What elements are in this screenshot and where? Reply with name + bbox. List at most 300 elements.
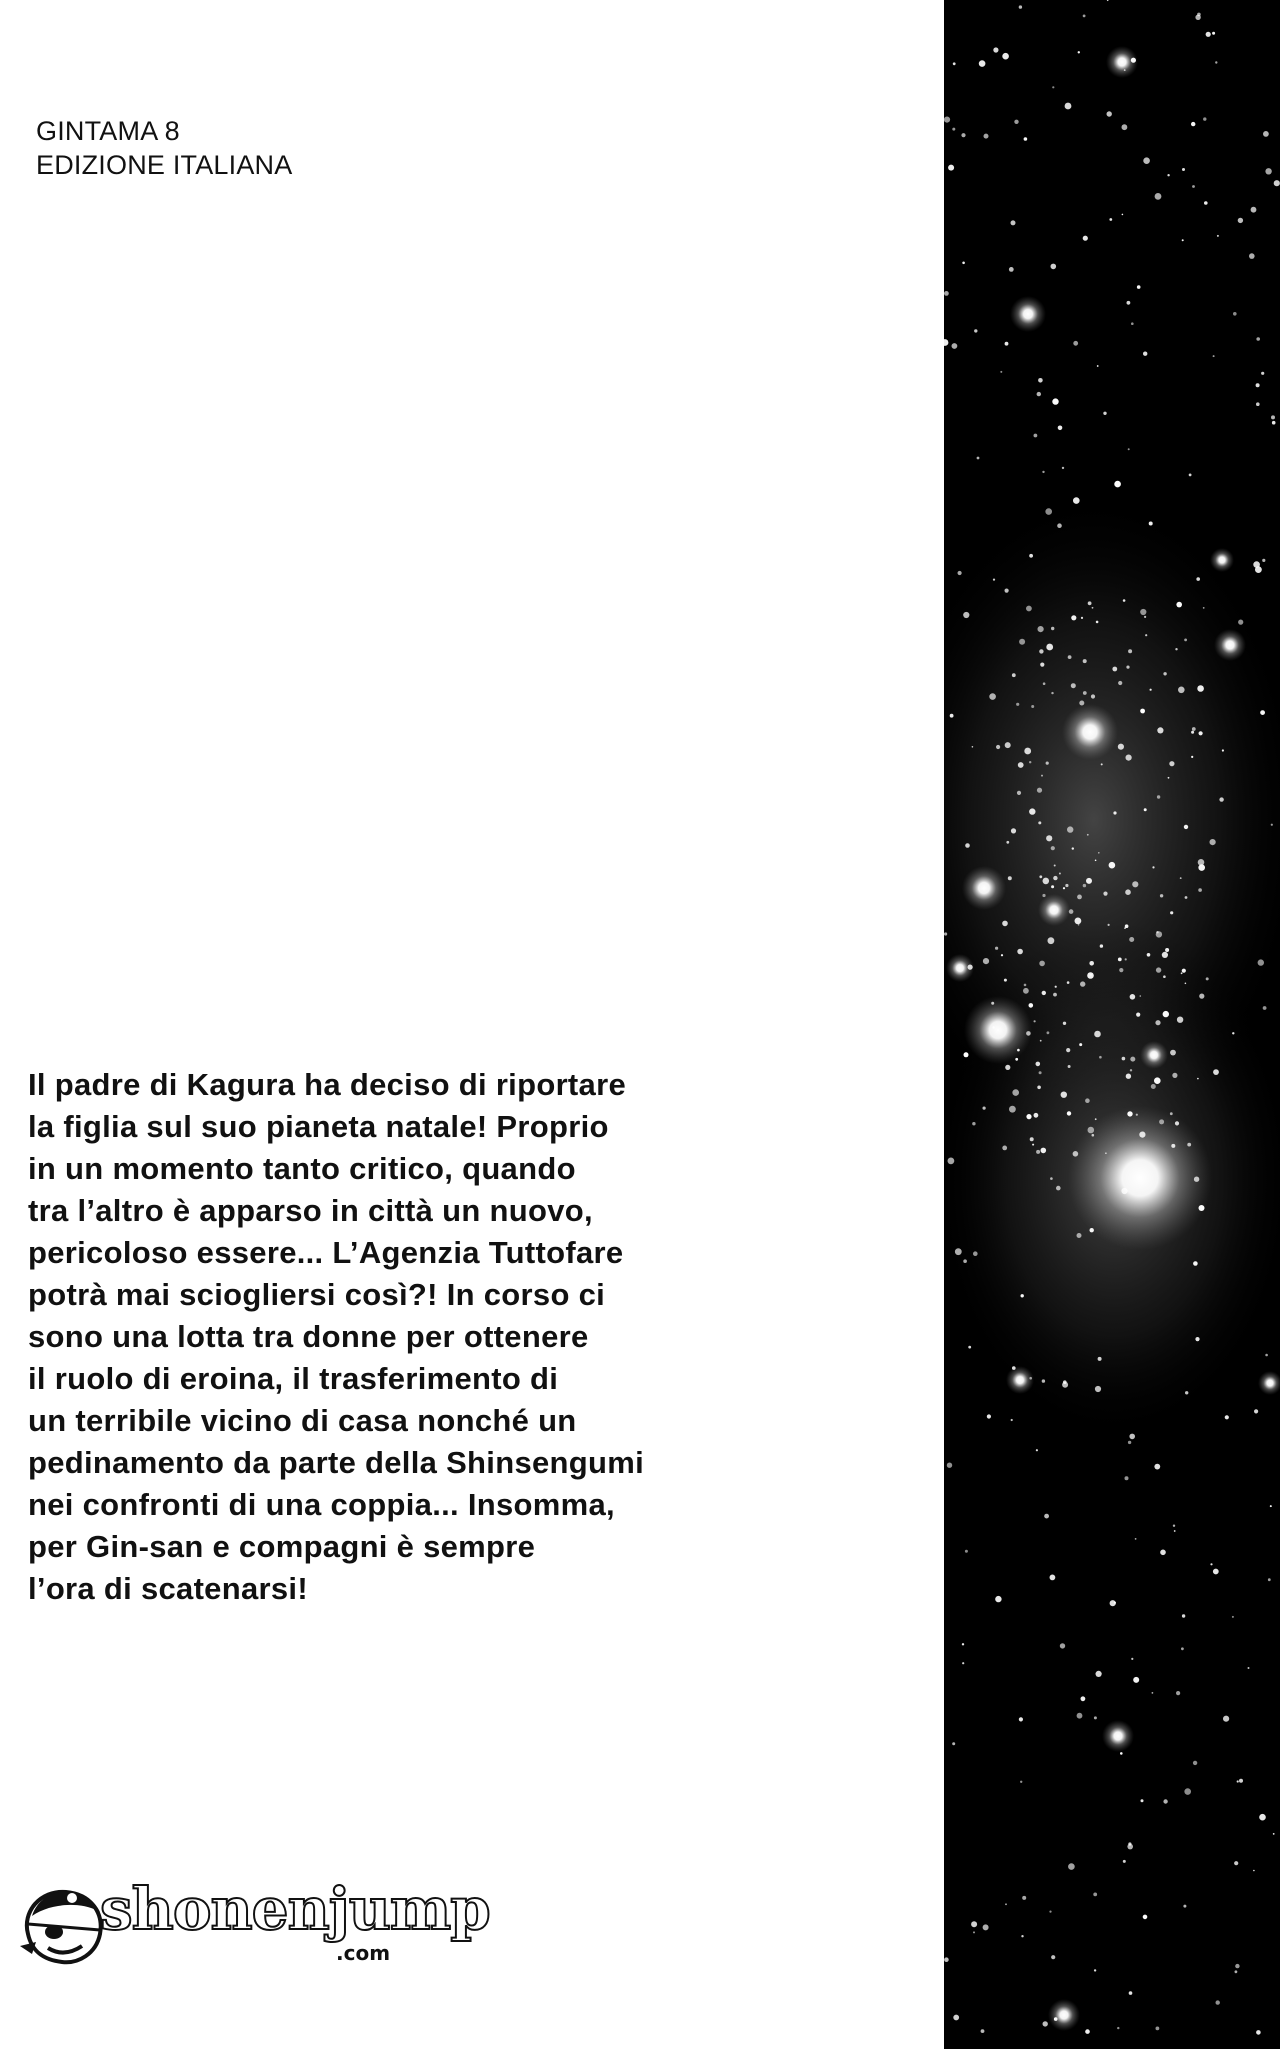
star	[1197, 1078, 1199, 1080]
star	[1042, 471, 1044, 473]
star	[963, 612, 969, 618]
star	[996, 745, 1000, 749]
star	[1273, 1833, 1275, 1835]
star	[1128, 1842, 1131, 1845]
star	[1125, 889, 1131, 895]
star	[1223, 1716, 1229, 1722]
star	[1213, 1069, 1219, 1075]
star	[971, 1921, 977, 1927]
star	[1051, 264, 1057, 270]
star	[968, 965, 973, 970]
star	[1182, 1614, 1185, 1617]
star	[1156, 931, 1158, 933]
star	[1011, 828, 1016, 833]
star	[948, 1158, 955, 1165]
star	[944, 291, 949, 296]
star	[1078, 924, 1080, 926]
star	[1156, 2027, 1160, 2031]
star	[1098, 852, 1100, 854]
star	[1192, 727, 1196, 731]
star	[1119, 968, 1123, 972]
star	[992, 1026, 994, 1028]
star	[1011, 1419, 1013, 1421]
star	[1053, 993, 1057, 997]
star	[1175, 1121, 1179, 1125]
star	[1073, 1151, 1079, 1157]
star	[1199, 731, 1203, 735]
star	[1041, 775, 1043, 777]
star	[1011, 220, 1016, 225]
star	[1087, 834, 1089, 836]
star	[1068, 655, 1072, 659]
star	[1077, 1713, 1083, 1719]
star	[1024, 137, 1028, 141]
star	[1020, 1781, 1022, 1783]
star	[1253, 1870, 1255, 1872]
star	[1238, 218, 1243, 223]
star	[1051, 692, 1053, 694]
star	[1047, 1031, 1050, 1034]
star	[1170, 1050, 1176, 1056]
star	[1038, 626, 1044, 632]
star	[1192, 185, 1195, 188]
synopsis-line: nei confronti di una coppia... Insomma,	[28, 1487, 615, 1522]
glowing-star	[1038, 894, 1070, 926]
star	[1210, 839, 1216, 845]
star	[1109, 218, 1112, 221]
star	[1079, 1043, 1082, 1046]
star	[964, 1052, 969, 1057]
star	[1199, 1205, 1205, 1211]
star	[1090, 1228, 1094, 1232]
star	[1091, 694, 1095, 698]
star	[1063, 887, 1065, 889]
star	[1114, 481, 1121, 488]
star	[1099, 1056, 1102, 1059]
star	[1067, 826, 1073, 832]
star	[1026, 1114, 1031, 1119]
page-header	[36, 114, 292, 182]
star	[1121, 1188, 1127, 1194]
star	[1248, 1667, 1250, 1669]
star	[1182, 969, 1186, 973]
star	[1005, 1903, 1007, 1905]
star	[1263, 1006, 1267, 1010]
star	[963, 1259, 967, 1263]
star	[1077, 1233, 1082, 1238]
star	[1187, 1143, 1191, 1147]
star	[1176, 1691, 1180, 1695]
star	[1051, 846, 1055, 850]
star	[1012, 673, 1016, 677]
star	[1160, 1550, 1166, 1556]
star	[965, 843, 970, 848]
star	[1071, 683, 1076, 688]
star	[1041, 1148, 1047, 1154]
star	[1029, 761, 1031, 763]
star	[1021, 1935, 1023, 1937]
glowing-star	[1140, 1041, 1168, 1069]
star	[1268, 1578, 1271, 1581]
star	[1050, 1575, 1056, 1581]
star	[983, 958, 989, 964]
glowing-star	[1010, 296, 1046, 332]
star	[953, 2015, 959, 2021]
star	[1152, 1692, 1154, 1694]
star	[1009, 1106, 1016, 1113]
star	[1239, 1779, 1243, 1783]
star	[1097, 365, 1099, 367]
star	[1092, 607, 1094, 609]
star	[1089, 961, 1094, 966]
star	[1038, 378, 1043, 383]
star	[1233, 312, 1237, 316]
star	[961, 133, 965, 137]
star	[1197, 685, 1204, 692]
star	[1193, 1261, 1198, 1266]
star	[1073, 497, 1080, 504]
star	[1263, 131, 1269, 137]
synopsis-line: l’ora di scatenarsi!	[28, 1571, 308, 1606]
star	[1040, 1040, 1042, 1042]
star	[1036, 1062, 1041, 1067]
star	[1206, 32, 1211, 37]
glowing-star	[1062, 704, 1118, 760]
star	[1046, 762, 1049, 765]
series-title: GINTAMA 8	[36, 116, 180, 146]
star	[1090, 974, 1092, 976]
star	[1049, 1911, 1051, 1913]
star	[1052, 86, 1054, 88]
star	[1012, 1089, 1019, 1096]
star	[1232, 1616, 1234, 1618]
glowing-star	[962, 866, 1006, 910]
star	[1139, 1132, 1145, 1138]
star	[1017, 1049, 1020, 1052]
star	[1000, 371, 1002, 373]
star	[1123, 599, 1126, 602]
star	[1068, 1113, 1070, 1115]
star	[1083, 15, 1086, 18]
star	[1135, 1538, 1137, 1540]
star	[1088, 1127, 1095, 1134]
star	[1036, 1150, 1040, 1154]
star	[1140, 609, 1146, 615]
star	[1234, 1861, 1238, 1865]
star	[981, 2029, 985, 2033]
star	[1002, 921, 1008, 927]
star	[1017, 949, 1023, 955]
star	[1203, 607, 1205, 609]
star	[1095, 1118, 1097, 1120]
star	[1184, 825, 1188, 829]
glowing-star	[1210, 548, 1234, 572]
star	[1195, 1337, 1199, 1341]
star	[1088, 601, 1092, 605]
star	[1163, 975, 1166, 978]
star	[962, 1662, 964, 1664]
star	[1005, 589, 1009, 593]
star	[1098, 1357, 1102, 1361]
star	[1149, 522, 1153, 526]
star	[1203, 117, 1206, 120]
star	[965, 1550, 968, 1553]
star	[1046, 644, 1053, 651]
star	[1128, 649, 1132, 653]
star	[1185, 983, 1187, 985]
star	[1026, 1031, 1031, 1036]
star	[1235, 1970, 1238, 1973]
star	[1066, 1048, 1070, 1052]
star	[1129, 1991, 1133, 1995]
star	[1181, 972, 1183, 974]
star	[1002, 1146, 1007, 1151]
star	[1128, 448, 1130, 450]
synopsis-line: tra l’altro è apparso in città un nuovo,	[28, 1193, 593, 1228]
star	[1085, 1098, 1090, 1103]
star	[1118, 958, 1122, 962]
star	[1198, 859, 1205, 866]
star	[1030, 1137, 1034, 1141]
star	[1037, 392, 1041, 396]
star	[1125, 1476, 1129, 1480]
star	[1012, 1366, 1016, 1370]
star	[952, 128, 955, 131]
star	[1052, 398, 1058, 404]
star	[1059, 873, 1061, 875]
star	[1018, 762, 1024, 768]
star	[1256, 2030, 1261, 2035]
star	[1086, 878, 1092, 884]
star	[1127, 1111, 1132, 1116]
star	[1032, 1144, 1034, 1146]
star	[948, 165, 954, 171]
star	[1165, 948, 1169, 952]
star	[1126, 755, 1132, 761]
synopsis-line: in un momento tanto critico, quando	[28, 1151, 576, 1186]
star	[1001, 954, 1003, 956]
star	[1198, 888, 1202, 892]
star	[1152, 866, 1154, 868]
star	[1189, 474, 1192, 477]
star	[1034, 434, 1038, 438]
star	[1009, 267, 1014, 272]
edition-label: EDIZIONE ITALIANA	[36, 150, 293, 180]
star	[1127, 301, 1131, 305]
star	[1073, 341, 1078, 346]
star	[1251, 207, 1257, 213]
star	[1260, 710, 1265, 715]
star	[972, 746, 974, 748]
star	[1270, 1505, 1272, 1507]
star	[1176, 602, 1182, 608]
star	[1162, 952, 1168, 958]
star	[1123, 1860, 1126, 1863]
star	[1005, 742, 1011, 748]
star	[1005, 1065, 1010, 1070]
star	[1261, 372, 1264, 375]
logo-wordmark: shonenjump	[100, 1875, 490, 1943]
star	[1129, 1434, 1135, 1440]
star	[1063, 1022, 1066, 1025]
star	[1144, 616, 1146, 618]
star	[1212, 32, 1215, 35]
star	[944, 117, 950, 123]
star	[1265, 1354, 1268, 1357]
star	[968, 1346, 971, 1349]
synopsis-line: il ruolo di eroina, il trasferimento di	[28, 1361, 559, 1396]
star	[1122, 1057, 1126, 1061]
star	[1131, 58, 1136, 63]
star	[1029, 1003, 1034, 1008]
star	[983, 1107, 986, 1110]
star	[983, 1924, 989, 1930]
star	[1256, 337, 1260, 341]
star	[1062, 467, 1064, 469]
star	[1238, 620, 1243, 625]
starfield-graphic	[944, 0, 1280, 2049]
glowing-star	[1102, 1720, 1134, 1752]
synopsis-line: un terribile vicino di casa nonché un	[28, 1403, 577, 1438]
star	[1054, 2017, 1058, 2021]
star	[1037, 1086, 1041, 1090]
star	[1057, 523, 1062, 528]
star	[1182, 239, 1184, 241]
star	[1217, 235, 1219, 237]
synopsis-line: sono una lotta tra donne per ottenere	[28, 1319, 589, 1354]
star	[1096, 1671, 1102, 1677]
star	[995, 947, 998, 950]
star	[1039, 875, 1042, 878]
star	[1065, 884, 1068, 887]
star	[1120, 1752, 1123, 1755]
star	[1046, 835, 1052, 841]
star	[1174, 1530, 1176, 1532]
star	[1019, 5, 1022, 8]
star	[1005, 342, 1009, 346]
star	[1101, 763, 1103, 765]
star	[1235, 1964, 1239, 1968]
star	[1222, 749, 1224, 751]
star	[1118, 744, 1124, 750]
star	[1258, 959, 1264, 965]
star	[1068, 1065, 1071, 1068]
star	[1155, 1020, 1160, 1025]
star	[1083, 659, 1087, 663]
star	[1044, 1514, 1049, 1519]
star	[1159, 1119, 1164, 1124]
star	[1051, 1955, 1055, 1959]
star	[1095, 1386, 1101, 1392]
star	[1034, 1113, 1039, 1118]
star	[1061, 1092, 1067, 1098]
star	[1100, 944, 1103, 947]
star	[972, 1122, 975, 1125]
star	[1196, 577, 1200, 581]
star	[1136, 1114, 1138, 1116]
synopsis-line: Il padre di Kagura ha deciso di riportare	[28, 1067, 626, 1102]
star	[1080, 981, 1085, 986]
star	[1185, 896, 1188, 899]
star	[1081, 617, 1083, 619]
star	[993, 47, 998, 52]
star	[1197, 13, 1201, 17]
star	[993, 579, 995, 581]
star	[1143, 352, 1147, 356]
star	[1237, 1780, 1239, 1782]
star	[1096, 621, 1099, 624]
star	[1016, 703, 1019, 706]
star	[1172, 1073, 1177, 1078]
star	[962, 1643, 964, 1645]
star	[1019, 1717, 1023, 1721]
star	[1151, 1084, 1156, 1089]
star	[1029, 808, 1035, 814]
star	[1029, 554, 1033, 558]
star	[1145, 634, 1147, 636]
star	[1103, 892, 1107, 896]
synopsis-line: la figlia sul suo pianeta natale! Proprio	[28, 1109, 609, 1144]
star	[974, 329, 977, 332]
star	[947, 1463, 952, 1468]
star	[1039, 961, 1045, 967]
star	[1156, 967, 1161, 972]
star	[1154, 1077, 1161, 1084]
logo-suffix: .com	[336, 1941, 391, 1965]
star	[1199, 994, 1204, 999]
synopsis-line: potrà mai sciogliersi così?! In corso ci	[28, 1277, 606, 1312]
star	[1157, 727, 1163, 733]
star	[1053, 876, 1057, 880]
star	[1143, 157, 1150, 164]
star	[1051, 627, 1054, 630]
shonenjump-logo	[18, 1872, 490, 1982]
star	[1185, 1391, 1188, 1394]
star	[1160, 894, 1163, 897]
star	[952, 1742, 955, 1745]
star	[1094, 1031, 1101, 1038]
star	[1204, 201, 1208, 205]
star	[955, 1248, 962, 1255]
star	[1021, 1294, 1024, 1297]
star	[1125, 958, 1127, 960]
star	[1107, 111, 1112, 116]
star	[1216, 2000, 1220, 2004]
star	[1213, 355, 1215, 357]
star	[1092, 1134, 1095, 1137]
star	[1051, 885, 1054, 888]
star	[1024, 748, 1031, 755]
star	[1081, 1696, 1086, 1701]
star	[1213, 1569, 1219, 1575]
star	[1210, 1563, 1212, 1565]
star	[1108, 924, 1110, 926]
star	[1122, 124, 1128, 130]
star	[1008, 876, 1012, 880]
star	[1024, 984, 1027, 987]
star	[1130, 994, 1136, 1000]
starfield-image	[944, 0, 1280, 2049]
star	[1015, 1058, 1018, 1061]
star	[1023, 988, 1029, 994]
star	[1094, 1716, 1097, 1719]
star	[1169, 761, 1174, 766]
star	[1168, 777, 1170, 779]
star	[944, 1957, 949, 1962]
star	[950, 714, 954, 718]
star	[1078, 51, 1080, 53]
star	[1065, 103, 1072, 110]
